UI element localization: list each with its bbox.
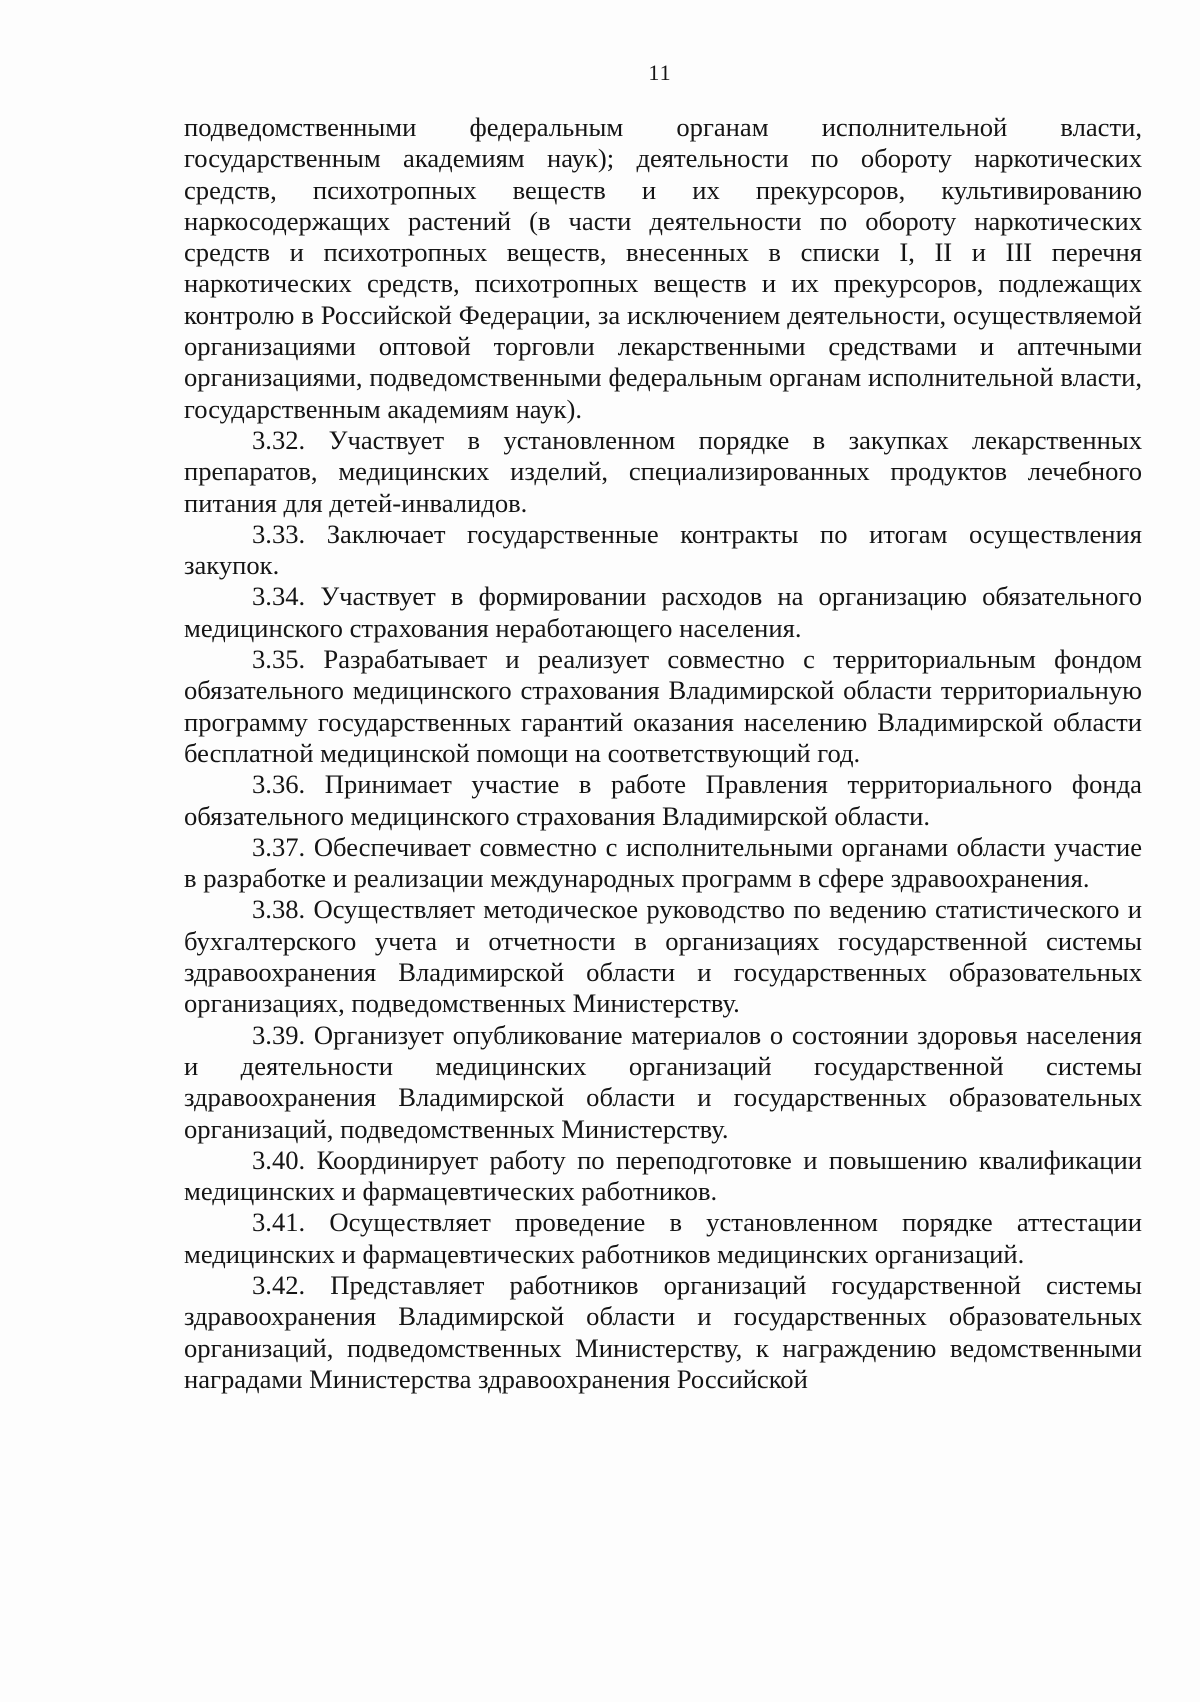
paragraph-3-40 [184, 1145, 1142, 1208]
paragraph-number: 3.39. [252, 1019, 306, 1050]
paragraph-number: 3.40. [252, 1144, 306, 1175]
paragraph-continuation [184, 112, 1142, 425]
document-body [184, 112, 1142, 1395]
paragraph-3-34 [184, 581, 1142, 644]
paragraph-text: Заключает государственные контракты по итогам осуществления закупок. [184, 518, 1142, 581]
page-number: 11 [648, 60, 672, 85]
paragraph-number: 3.33. [252, 518, 306, 549]
paragraph-number: 3.32. [252, 424, 306, 455]
paragraph-number: 3.41. [252, 1207, 306, 1238]
paragraph-3-41 [184, 1207, 1142, 1270]
paragraph-number: 3.42. [252, 1269, 306, 1300]
paragraph-3-32 [184, 425, 1142, 519]
paragraph-number: 3.38. [252, 894, 306, 925]
paragraph-text: подведомственными федеральным органам исполнительной власти, государственным академиям наук); деятельности по обороту наркотических средств, психотропных веществ и их прекурсоров, культивированию наркосодержащих растений (в части деятельности по обороту наркотических средств и психотропных веществ, внесенных в списки I, II и III перечня наркотических средств, психотропных веществ и их прекурсоров, подлежащих контролю в Российской Федерации, за исключением деятельности, осуществляемой организациями оптовой торговли лекарственными средствами и аптечными организациями, подведомственными федеральным органам исполнительной власти, государственным академиям наук). [184, 112, 1143, 424]
paragraph-number: 3.34. [252, 581, 306, 612]
paragraph-text: Участвует в формировании расходов на организацию обязательного медицинского страхования неработающего населения. [184, 581, 1142, 643]
paragraph-text: Осуществляет проведение в установленном порядке аттестации медицинских и фармацевтических работников медицинских организаций. [184, 1207, 1142, 1269]
paragraph-text: Разрабатывает и реализует совместно с территориальным фондом обязательного медицинского страхования Владимирской области территориальную программу государственных гарантий оказания населению Владимирской области бесплатной медицинской помощи на соответствующий год. [184, 644, 1142, 768]
paragraph-number: 3.37. [252, 831, 306, 862]
paragraph-text: Принимает участие в работе Правления территориального фонда обязательного медицинского страхования Владимирской области. [184, 769, 1142, 831]
paragraph-3-37 [184, 832, 1142, 895]
paragraph-3-42 [184, 1270, 1142, 1395]
paragraph-number: 3.35. [252, 644, 306, 675]
paragraph-text: Осуществляет методическое руководство по ведению статистического и бухгалтерского учета и отчетности в организациях государственной системы здравоохранения Владимирской области и государственных образовательных организациях, подведомственных Министерству. [184, 894, 1142, 1019]
paragraph-text: Организует опубликование материалов о состоянии здоровья населения и деятельности медицинских организаций государственной системы здравоохранения Владимирской области и государственных образовательных организаций, подведомственных Министерству. [184, 1019, 1142, 1144]
paragraph-text: Представляет работников организаций государственной системы здравоохранения Владимирской области и государственных образовательных организаций, подведомственных Министерству, к награждению ведомственными наградами Министерства здравоохранения Российской [184, 1269, 1142, 1394]
paragraph-3-38 [184, 894, 1142, 1019]
paragraph-number: 3.36. [252, 769, 306, 800]
paragraph-text: Обеспечивает совместно с исполнительными органами области участие в разработке и реализации международных программ в сфере здравоохранения. [184, 831, 1142, 894]
paragraph-3-33 [184, 519, 1142, 582]
paragraph-3-35 [184, 644, 1142, 769]
paragraph-text: Координирует работу по переподготовке и повышению квалификации медицинских и фармацевтических работников. [184, 1144, 1143, 1207]
paragraph-text: Участвует в установленном порядке в закупках лекарственных препаратов, медицинских изделий, специализированных продуктов лечебного питания для детей-инвалидов. [184, 424, 1142, 518]
paragraph-3-36 [184, 769, 1142, 832]
paragraph-3-39 [184, 1020, 1142, 1145]
